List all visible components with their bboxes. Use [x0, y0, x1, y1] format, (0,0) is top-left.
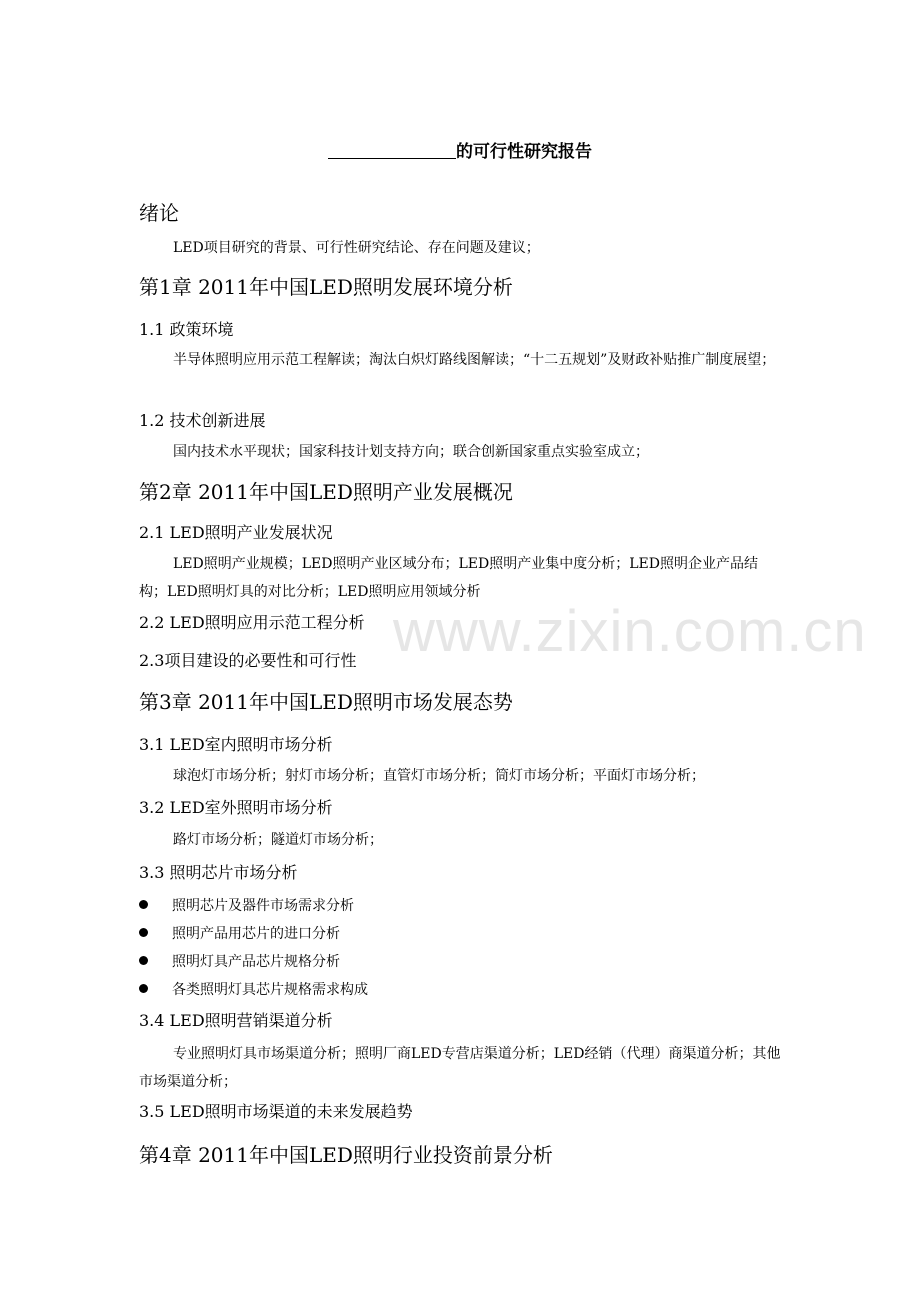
- title-text: 的可行性研究报告: [456, 142, 592, 162]
- title-blank-line: [328, 142, 456, 159]
- section-1-2-heading: 1.2 技术创新进展: [139, 411, 266, 430]
- section-2-1-heading: 2.1 LED照明产业发展状况: [139, 523, 333, 542]
- chapter-1-heading: 第1章 2011年中国LED照明发展环境分析: [139, 275, 513, 299]
- section-1-1-text: 半导体照明应用示范工程解读；淘汰白炽灯路线图解读；“十二五规划”及财政补贴推广制度展望；: [173, 352, 776, 368]
- bullet-dot-icon: [139, 984, 148, 993]
- section-2-3-heading: 2.3项目建设的必要性和可行性: [139, 651, 357, 670]
- section-3-4-text: 专业照明灯具市场渠道分析；照明厂商LED专营店渠道分析；LED经销（代理）商渠道分析；其他市场渠道分析；: [139, 1046, 781, 1090]
- section-3-2-text: 路灯市场分析；隧道灯市场分析；: [173, 832, 383, 848]
- bullet-item: 照明芯片及器件市场需求分析: [139, 895, 354, 915]
- section-1-1-heading: 1.1 政策环境: [139, 320, 234, 339]
- bullet-item: 照明灯具产品芯片规格分析: [139, 951, 340, 971]
- bullet-dot-icon: [139, 900, 148, 909]
- section-3-1-heading: 3.1 LED室内照明市场分析: [139, 735, 333, 754]
- section-3-5-heading: 3.5 LED照明市场渠道的未来发展趋势: [139, 1102, 413, 1121]
- bullet-dot-icon: [139, 928, 148, 937]
- section-2-2-heading: 2.2 LED照明应用示范工程分析: [139, 613, 365, 632]
- section-3-2-heading: 3.2 LED室外照明市场分析: [139, 798, 333, 817]
- watermark: www.zixin.com.cn: [393, 599, 867, 664]
- section-3-3-heading: 3.3 照明芯片市场分析: [139, 863, 298, 882]
- bullet-dot-icon: [139, 956, 148, 965]
- section-3-4-heading: 3.4 LED照明营销渠道分析: [139, 1011, 333, 1030]
- section-2-1-text: LED照明产业规模；LED照明产业区域分布；LED照明产业集中度分析；LED照明企业产品结构；LED照明灯具的对比分析；LED照明应用领域分析: [139, 556, 758, 600]
- intro-heading: 绪论: [139, 201, 179, 225]
- intro-text: LED项目研究的背景、可行性研究结论、存在问题及建议；: [173, 240, 540, 256]
- report-title: [0, 137, 920, 162]
- bullet-item: 各类照明灯具芯片规格需求构成: [139, 979, 368, 999]
- chapter-4-heading: 第4章 2011年中国LED照明行业投资前景分析: [139, 1143, 553, 1167]
- section-3-1-text: 球泡灯市场分析；射灯市场分析；直管灯市场分析；筒灯市场分析；平面灯市场分析；: [173, 768, 705, 784]
- chapter-3-heading: 第3章 2011年中国LED照明市场发展态势: [139, 690, 513, 714]
- bullet-item: 照明产品用芯片的进口分析: [139, 923, 340, 943]
- chapter-2-heading: 第2章 2011年中国LED照明产业发展概况: [139, 480, 513, 504]
- section-1-2-text: 国内技术水平现状；国家科技计划支持方向；联合创新国家重点实验室成立；: [173, 444, 649, 460]
